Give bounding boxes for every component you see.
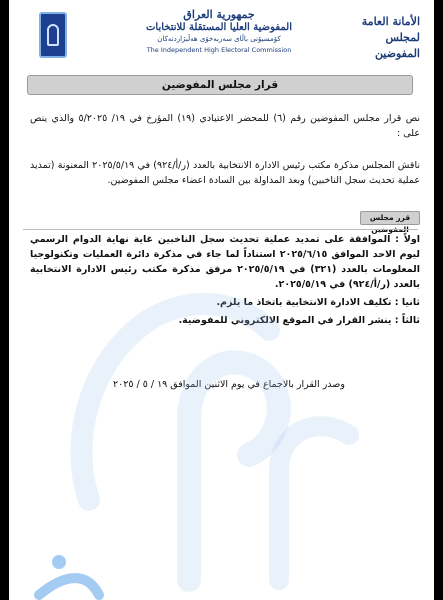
document-title: قرار مجلس المفوضين	[27, 75, 413, 95]
section-title-line1: الأمانة العامة	[361, 15, 420, 28]
decision-item: ثالثاً : ينشر القرار في الموقع الالكتروني للمفوضية.	[178, 315, 420, 326]
commission-logo	[39, 12, 67, 58]
logo-mark-icon	[47, 24, 59, 46]
organization-name-block	[119, 8, 319, 55]
decision-item: ثانيا : تكليف الادارة الانتخابية باتخاذ ما يلزم.	[216, 297, 420, 308]
closing-statement: وصدر القرار بالاجماع في يوم الاثنين الموافق ١٩ / ٥ / ٢٠٢٥	[113, 379, 345, 390]
body-paragraph: ناقش المجلس مذكرة مكتب رئيس الادارة الانتخابية بالعدد (ر/أ/٩٢٤) في ٢٠٢٥/٥/١٩ المعنونة (تمديد عملية تحديث سجل الناخبين) وبعد المداولة بين السادة اعضاء مجلس المفوضين.	[30, 160, 420, 186]
divider	[23, 229, 418, 230]
org-name-ar-line1: جمهورية العراق	[183, 8, 255, 21]
section-title-line2: لمجلس المفوضين	[374, 31, 420, 60]
org-name-kurdish: كۆمسیۆنی باڵای سەربەخۆی هەڵبژاردنەکان	[157, 35, 281, 43]
decision-item: اولاً : الموافقة على تمديد عملية تحديث سجل الناخبين غاية نهاية الدوام الرسمي ليوم الاحد الموافق ٢٠٢٥/٦/١٥ استناداً لما جاء في مذكرة دائرة العمليات وتكنولوجيا المعلومات بالعدد (٣٢١) في ٢٠٢٥/٥/١٩ مرفق مذكرة مكتب رئيس الادارة الانتخابية بالعدد (ر/أ/٩٢٤) في ٢٠٢٥/٥/١٩.	[30, 234, 420, 290]
section-title	[340, 14, 420, 62]
decision-label: قرر مجلس	[360, 211, 420, 225]
letterhead	[9, 0, 434, 74]
intro-paragraph: نص قرار مجلس المفوضين رقم (٦) للمحضر الاعتيادي (١٩) المؤرخ في ١٩/ ٥/٢٠٢٥ والذي ينص على :	[30, 113, 420, 139]
decision-list	[30, 232, 420, 331]
document-page	[9, 0, 434, 600]
org-name-ar-line2: المفوضية العليا المستقلة للانتخابات	[145, 22, 292, 33]
org-name-english: The Independent High Electoral Commission	[146, 46, 292, 54]
